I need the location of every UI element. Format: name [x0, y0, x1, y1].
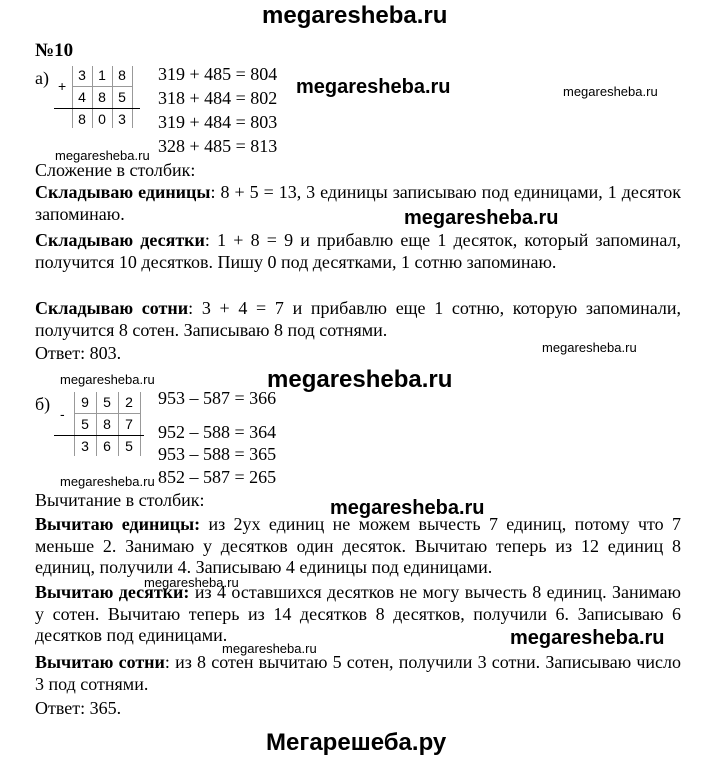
part-b-label: б) [35, 394, 51, 414]
watermark: megaresheba.ru [222, 641, 317, 656]
equation: 952 – 588 = 364 [158, 422, 277, 442]
paragraph-hundreds [35, 652, 681, 695]
equation: 319 + 485 = 804 [158, 64, 278, 84]
digit: 8 [118, 67, 126, 83]
watermark: megaresheba.ru [330, 497, 485, 519]
header-watermark: megaresheba.ru [262, 2, 448, 29]
paragraph-text: : 8 + 5 = 13, 3 единицы записываю под единицами, 1 десяток запоминаю. [35, 182, 681, 224]
digit: 3 [81, 438, 89, 454]
digit: 8 [103, 416, 111, 432]
digit: 9 [81, 394, 89, 410]
answer: Ответ: 365. [35, 698, 122, 718]
paragraph-heading: Складываю единицы [35, 182, 211, 202]
paragraph-heading: Вычитаю единицы: [35, 514, 201, 534]
watermark: megaresheba.ru [267, 366, 453, 393]
paragraph-heading: Вычитаю десятки: [35, 582, 190, 602]
paragraph-hundreds [35, 298, 681, 341]
paragraph-text: : 1 + 8 = 9 и прибавлю еще 1 десяток, который запоминал, получится 10 десятков. Пишу 0 под десятками, 1 сотню запоминаю. [35, 230, 681, 272]
equation: 953 – 587 = 366 [158, 388, 277, 408]
watermark: megaresheba.ru [510, 627, 665, 649]
equation: 328 + 485 = 813 [158, 136, 278, 156]
digit: 3 [78, 67, 86, 83]
digit: 5 [118, 89, 126, 105]
digit: 5 [103, 394, 111, 410]
paragraph-heading: Складываю сотни [35, 298, 189, 318]
watermark: megaresheba.ru [60, 474, 155, 489]
digit: 7 [125, 416, 133, 432]
equation: 318 + 484 = 802 [158, 88, 278, 108]
digit: 5 [125, 438, 133, 454]
digit: 4 [78, 89, 86, 105]
paragraph-units [35, 182, 681, 225]
digit: 0 [98, 111, 106, 127]
part-a-label: а) [35, 68, 49, 88]
paragraph-text: из 4 оставшихся десятков не могу вычесть 8 единиц. Занимаю у сотен. Вычитаю теперь из 14 десятков 8 десятков, получили 6. Записываю 6 десятков под единицами. [35, 582, 681, 645]
digit: 8 [98, 89, 106, 105]
task-number: №10 [35, 40, 74, 61]
minus-sign: - [60, 406, 65, 422]
method-title: Вычитание в столбик: [35, 490, 205, 510]
part-a-column-addition [52, 64, 142, 134]
method-title: Сложение в столбик: [35, 160, 196, 180]
watermark: megaresheba.ru [404, 207, 559, 229]
paragraph-units [35, 514, 681, 579]
paragraph-text: : 3 + 4 = 7 и прибавлю еще 1 сотню, которую запоминали, получится 8 сотен. Записываю 8 под сотнями. [35, 298, 681, 340]
equation: 852 – 587 = 265 [158, 467, 277, 487]
digit: 6 [103, 438, 111, 454]
equation: 953 – 588 = 365 [158, 444, 277, 464]
watermark: megaresheba.ru [563, 84, 658, 99]
digit: 1 [98, 67, 106, 83]
answer: Ответ: 803. [35, 343, 122, 363]
digit: 3 [118, 111, 126, 127]
digit: 2 [125, 394, 133, 410]
part-b-column-subtraction [52, 390, 147, 462]
paragraph-tens [35, 230, 681, 273]
watermark: megaresheba.ru [542, 340, 637, 355]
plus-sign: + [58, 78, 67, 94]
paragraph-heading: Вычитаю сотни [35, 652, 165, 672]
digit: 8 [78, 111, 86, 127]
equation: 319 + 484 = 803 [158, 112, 278, 132]
watermark: megaresheba.ru [55, 148, 150, 163]
paragraph-text: : из 8 сотен вычитаю 5 сотен, получили 3 сотни. Записываю число 3 под сотнями. [35, 652, 682, 694]
watermark: megaresheba.ru [144, 575, 239, 590]
watermark: megaresheba.ru [60, 372, 155, 387]
footer-watermark: Мегарешеба.ру [266, 729, 447, 756]
digit: 5 [81, 416, 89, 432]
paragraph-text: из 2ух единиц не можем вычесть 7 единиц, потому что 7 меньше 2. Занимаю у десятков один десяток. Вычитаю теперь из 12 единиц 8 единиц, получили 4. Записываю 4 единицы под единицами. [35, 514, 681, 577]
watermark: megaresheba.ru [296, 76, 451, 98]
paragraph-heading: Складываю десятки [35, 230, 205, 250]
